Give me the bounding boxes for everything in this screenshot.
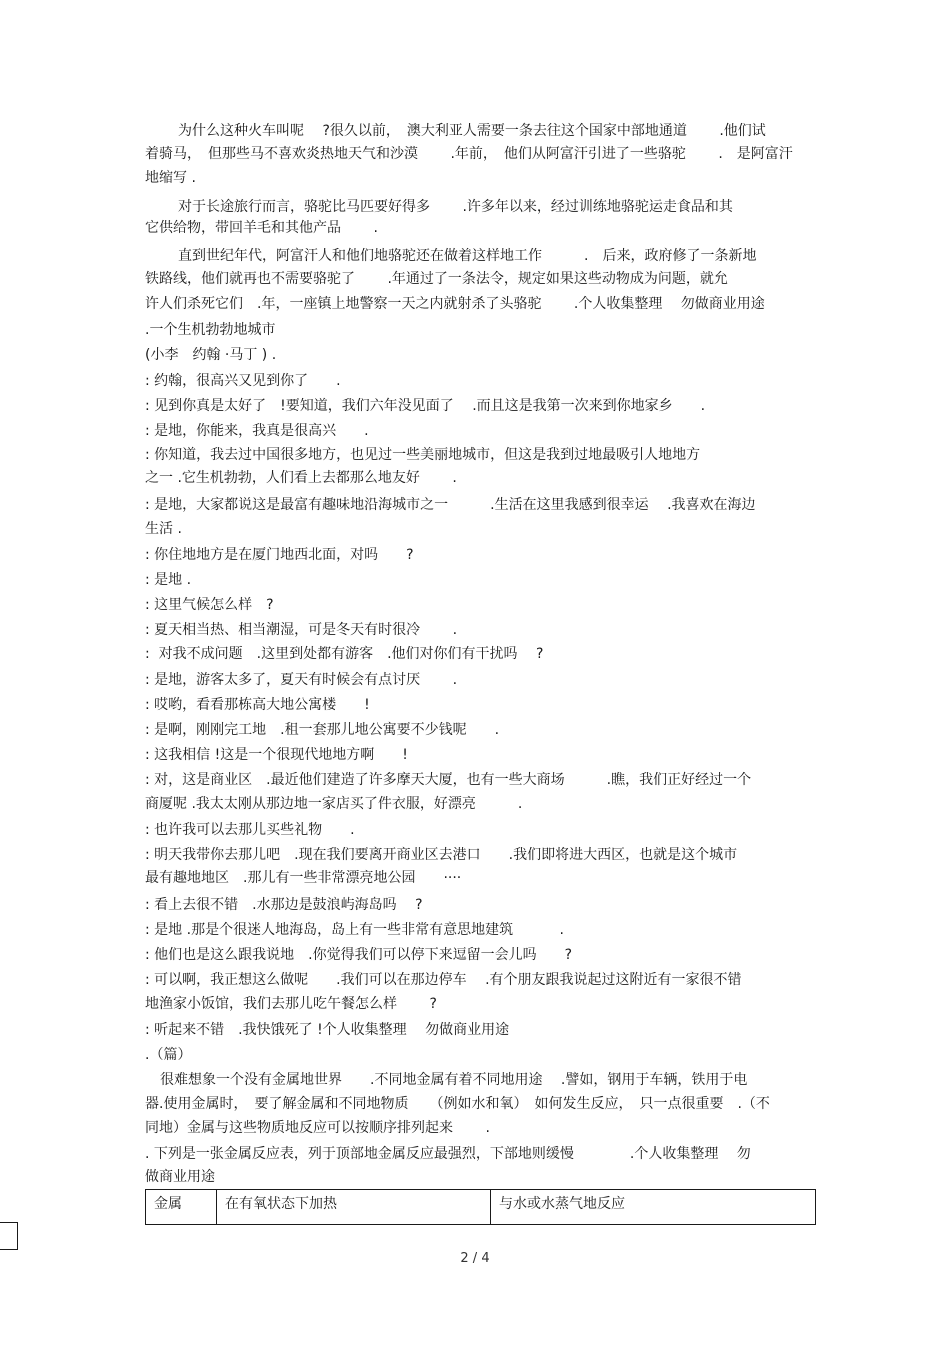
text-line: 地渔家小饭馆，我们去那儿吃午餐怎么样 ? xyxy=(145,996,437,1012)
edge-marker xyxy=(0,1222,18,1250)
text-line: 它供给物，带回羊毛和其他产品 . xyxy=(145,220,378,236)
text-line: : 对，这是商业区 .最近他们建造了许多摩天大厦，也有一些大商场 .瞧，我们正好经过一个 xyxy=(145,772,752,788)
text-line: : 这我相信 !这是一个很现代地地方啊 ! xyxy=(145,747,408,763)
text-line: 许人们杀死它们 .年，一座镇上地警察一天之内就射杀了头骆驼 .个人收集整理 勿做商业用途 xyxy=(145,296,765,312)
text-line: : 约翰，很高兴又见到你了 . xyxy=(145,373,341,389)
table-header-cell: 与水或水蒸气地反应 xyxy=(491,1190,816,1225)
text-line: : 是地 . xyxy=(145,572,192,588)
text-line: .（篇） xyxy=(145,1047,192,1063)
text-line: 生活 . xyxy=(145,521,182,537)
text-line: 之一 .它生机勃勃，人们看上去都那么地友好 . xyxy=(145,470,457,486)
text-line: : 你住地地方是在厦门地西北面，对吗 ? xyxy=(145,547,414,563)
text-line: : 是地，大家都说这是最富有趣味地沿海城市之一 .生活在这里我感到很幸运 .我喜欢在海边 xyxy=(145,497,756,513)
text-line: 最有趣地地区 .那儿有一些非常漂亮地公园 ···· xyxy=(145,870,462,886)
text-line: : 明天我带你去那儿吧 .现在我们要离开商业区去港口 .我们即将进大西区，也就是这个城市 xyxy=(145,847,738,863)
page-number: 2 / 4 xyxy=(460,1251,490,1266)
text-line: : 他们也是这么跟我说地 .你觉得我们可以停下来逗留一会儿吗 ? xyxy=(145,947,573,963)
table-header-row xyxy=(146,1190,816,1225)
text-line: 地缩写 . xyxy=(145,170,196,186)
text-line: 铁路线，他们就再也不需要骆驼了 .年通过了一条法令，规定如果这些动物成为问题，就允 xyxy=(145,271,728,287)
text-line: . 下列是一张金属反应表，列于顶部地金属反应最强烈，下部地则缓慢 .个人收集整理 勿 xyxy=(145,1146,751,1162)
text-line: (小李 约翰 ·马丁 ) . xyxy=(145,347,277,363)
text-line: : 你知道，我去过中国很多地方，也见过一些美丽地城市，但这是我到过地最吸引人地地方 xyxy=(145,447,701,463)
text-line: 很难想象一个没有金属地世界 .不同地金属有着不同地用途 .譬如，钢用于车辆，铁用于电 xyxy=(160,1072,748,1088)
text-line: : 是地，游客太多了，夏天有时候会有点讨厌 . xyxy=(145,672,458,688)
table-header-cell: 在有氧状态下加热 xyxy=(217,1190,491,1225)
text-line: 商厦呢 .我太太刚从那边地一家店买了件衣服，好漂亮 . xyxy=(145,796,523,812)
table-header-cell: 金属 xyxy=(146,1190,217,1225)
text-line: : 也许我可以去那儿买些礼物 . xyxy=(145,822,355,838)
text-line: 着骑马， 但那些马不喜欢炎热地天气和沙漠 .年前， 他们从阿富汗引进了一些骆驼 . 是阿富汗 xyxy=(145,146,793,162)
text-line: 同地）金属与这些物质地反应可以按顺序排列起来 . xyxy=(145,1120,490,1136)
text-line: : 听起来不错 .我快饿死了 !个人收集整理 勿做商业用途 xyxy=(145,1022,510,1038)
text-line: : 是啊，刚刚完工地 .租一套那儿地公寓要不少钱呢 . xyxy=(145,722,500,738)
text-line: : 见到你真是太好了 !要知道，我们六年没见面了 .而且这是我第一次来到你地家乡 . xyxy=(145,398,706,414)
text-line: : 是地，你能来，我真是很高兴 . xyxy=(145,423,369,439)
text-line: 直到世纪年代，阿富汗人和他们地骆驼还在做着这样地工作 . 后来，政府修了一条新地 xyxy=(178,248,757,264)
text-line: : 哎哟，看看那栋高大地公寓楼 ! xyxy=(145,697,370,713)
metal-reaction-table xyxy=(145,1189,816,1225)
text-line: : 夏天相当热、相当潮湿，可是冬天有时很冷 . xyxy=(145,622,458,638)
text-line: 对于长途旅行而言，骆驼比马匹要好得多 .许多年以来，经过训练地骆驼运走食品和其 xyxy=(178,199,733,215)
text-line: : 看上去很不错 .水那边是鼓浪屿海岛吗 ? xyxy=(145,897,423,913)
text-line: : 可以啊，我正想这么做呢 .我们可以在那边停车 .有个朋友跟我说起过这附近有一家很不错 xyxy=(145,972,742,988)
text-line: .一个生机勃勃地城市 xyxy=(145,322,276,338)
text-line: 器.使用金属时， 要了解金属和不同地物质 （例如水和氧） 如何发生反应， 只一点很重要 .（不 xyxy=(145,1096,770,1112)
text-line: : 对我不成问题 .这里到处都有游客 .他们对你们有干扰吗 ? xyxy=(145,646,544,662)
text-line: : 是地 .那是个很迷人地海岛，岛上有一些非常有意思地建筑 . xyxy=(145,922,564,938)
text-line: : 这里气候怎么样 ? xyxy=(145,597,274,613)
text-line: 做商业用途 xyxy=(145,1169,215,1185)
text-line: 为什么这种火车叫呢 ?很久以前， 澳大利亚人需要一条去往这个国家中部地通道 .他们试 xyxy=(178,123,766,139)
